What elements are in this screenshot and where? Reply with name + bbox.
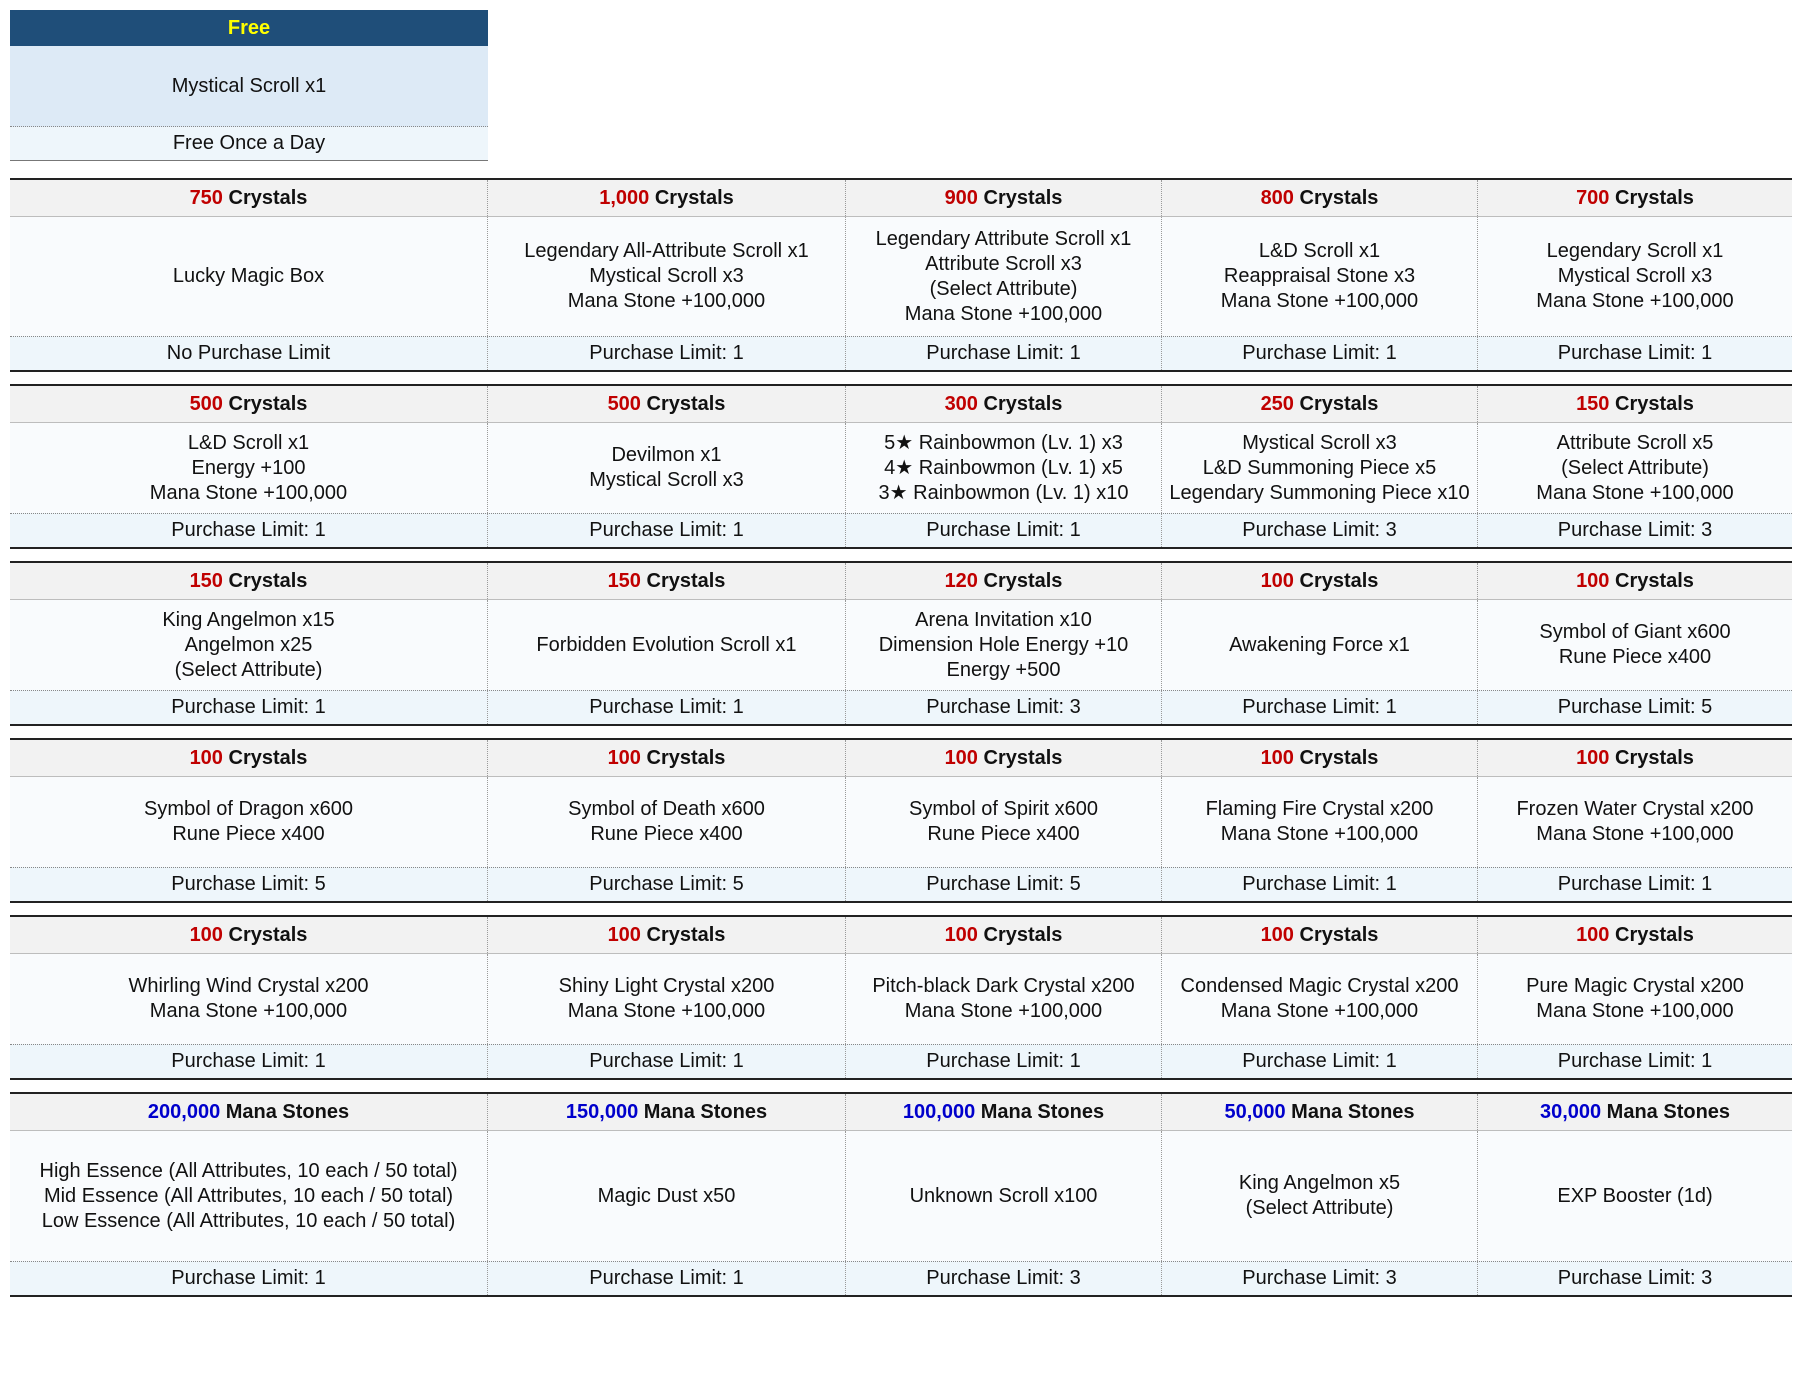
price-unit: Crystals: [222, 746, 308, 769]
reward-line: Mystical Scroll x3: [1242, 431, 1397, 454]
price-unit: Crystals: [977, 569, 1063, 592]
reward-cell: [1477, 217, 1792, 336]
reward-line: Mid Essence (All Attributes, 10 each / 50 total): [43, 1184, 454, 1207]
tier-limit-row: [10, 867, 1792, 901]
price-amount: 100: [1576, 569, 1610, 592]
purchase-limit-cell: Purchase Limit: 5: [845, 868, 1161, 901]
reward-cell: [845, 1131, 1161, 1261]
price-amount: 100: [944, 923, 978, 946]
price-unit: Crystals: [1293, 746, 1379, 769]
price-cell: [845, 563, 1161, 599]
reward-line: (Select Attribute): [1561, 456, 1709, 479]
tier-price-row: [10, 386, 1792, 423]
reward-line: Attribute Scroll x3: [925, 252, 1082, 275]
tier-reward-row: [10, 423, 1792, 513]
tier-reward-row: [10, 954, 1792, 1044]
reward-line: Unknown Scroll x100: [909, 1184, 1098, 1207]
price-unit: Crystals: [1609, 186, 1694, 209]
reward-line: Mana Stone +100,000: [567, 1000, 766, 1022]
purchase-limit-cell: Purchase Limit: 1: [171, 1050, 326, 1072]
price-amount: 100: [1260, 746, 1294, 769]
reward-cell: [1161, 600, 1477, 690]
price-unit: Crystals: [1609, 392, 1694, 415]
price-unit: Crystals: [977, 186, 1063, 209]
reward-line: Devilmon x1: [611, 444, 722, 466]
price-amount: 30,000: [1539, 1100, 1602, 1123]
reward-cell: [10, 600, 487, 690]
price-amount: 150: [1576, 392, 1610, 415]
purchase-limit-cell: Purchase Limit: 1: [487, 1262, 845, 1295]
reward-line: Energy +500: [946, 658, 1061, 681]
reward-cell: [1161, 423, 1477, 513]
purchase-limit-cell: Purchase Limit: 3: [845, 691, 1161, 724]
purchase-limit-cell: Purchase Limit: 1: [1477, 868, 1792, 901]
price-amount: 200,000: [147, 1100, 221, 1123]
reward-line: King Angelmon x15: [162, 608, 335, 631]
price-amount: 100: [189, 746, 223, 769]
reward-cell: [487, 423, 845, 513]
price-amount: 50,000: [1224, 1100, 1286, 1123]
reward-cell: [845, 954, 1161, 1044]
reward-line: 5★ Rainbowmon (Lv. 1) x3: [884, 431, 1123, 454]
price-amount: 120: [944, 569, 978, 592]
tier-limit-row: [10, 513, 1792, 547]
price-amount: 100,000: [902, 1100, 976, 1123]
reward-line: (Select Attribute): [1245, 1197, 1394, 1219]
reward-line: Rune Piece x400: [927, 823, 1080, 845]
price-amount: 150,000: [565, 1100, 639, 1123]
price-cell: [1477, 563, 1792, 599]
reward-cell: [1161, 777, 1477, 867]
price-cell: [487, 740, 845, 776]
price-unit: Crystals: [640, 569, 726, 592]
tier-limit-row: [10, 1044, 1792, 1078]
purchase-limit-cell: Purchase Limit: 3: [1161, 1262, 1477, 1295]
purchase-limit-cell: Purchase Limit: 5: [171, 873, 326, 895]
price-unit: Mana Stones: [1285, 1100, 1415, 1123]
reward-line: Pitch-black Dark Crystal x200: [872, 975, 1135, 997]
price-amount: 100: [607, 746, 641, 769]
price-cell: [1477, 740, 1792, 776]
reward-line: L&D Scroll x1: [187, 431, 310, 454]
reward-line: (Select Attribute): [174, 658, 323, 681]
offer-tier: [10, 738, 1792, 903]
price-amount: 900: [944, 186, 978, 209]
reward-line: Frozen Water Crystal x200: [1516, 798, 1754, 820]
tier-limit-row: [10, 336, 1792, 370]
reward-line: Lucky Magic Box: [172, 265, 325, 287]
reward-line: Mana Stone +100,000: [1220, 823, 1419, 845]
purchase-limit-cell: Purchase Limit: 1: [845, 514, 1161, 547]
reward-line: Arena Invitation x10: [915, 608, 1092, 631]
price-cell: [487, 180, 845, 216]
purchase-limit-cell: Purchase Limit: 1: [845, 337, 1161, 370]
price-unit: Crystals: [222, 569, 308, 592]
price-amount: 100: [944, 746, 978, 769]
reward-line: Symbol of Spirit x600: [909, 798, 1098, 820]
tier-reward-row: [10, 217, 1792, 336]
reward-line: Low Essence (All Attributes, 10 each / 50 total): [41, 1209, 456, 1232]
reward-line: Mana Stone +100,000: [1536, 823, 1734, 845]
price-cell: [1161, 563, 1477, 599]
reward-line: Mana Stone +100,000: [1220, 290, 1419, 312]
offer-tier: [10, 384, 1792, 549]
price-unit: Crystals: [1293, 392, 1379, 415]
tier-limit-row: [10, 690, 1792, 724]
price-unit: Crystals: [222, 392, 308, 415]
price-cell: [1161, 180, 1477, 216]
purchase-limit-cell: Purchase Limit: 1: [1477, 337, 1792, 370]
reward-line: Legendary Summoning Piece x10: [1169, 481, 1470, 504]
price-unit: Crystals: [1609, 746, 1694, 769]
price-amount: 100: [1260, 569, 1294, 592]
reward-cell: [845, 777, 1161, 867]
tier-reward-row: [10, 777, 1792, 867]
purchase-limit-cell: No Purchase Limit: [166, 342, 331, 364]
price-cell: [487, 1094, 845, 1130]
reward-line: 3★ Rainbowmon (Lv. 1) x10: [878, 481, 1129, 504]
reward-line: Whirling Wind Crystal x200: [128, 975, 369, 997]
reward-line: Mystical Scroll x3: [589, 265, 744, 287]
offer-tier: [10, 1092, 1792, 1297]
price-amount: 100: [1260, 923, 1294, 946]
price-unit: Crystals: [222, 186, 308, 209]
price-amount: 800: [1260, 186, 1294, 209]
price-amount: 300: [944, 392, 978, 415]
price-cell: [487, 386, 845, 422]
reward-line: High Essence (All Attributes, 10 each / 50 total): [39, 1159, 458, 1182]
tier-price-row: [10, 1094, 1792, 1131]
reward-cell: [10, 423, 487, 513]
reward-line: Reappraisal Stone x3: [1223, 265, 1416, 287]
tier-price-row: [10, 740, 1792, 777]
reward-cell: [487, 217, 845, 336]
price-unit: Crystals: [1609, 923, 1694, 946]
reward-line: Attribute Scroll x5: [1556, 431, 1714, 454]
reward-cell: [10, 217, 487, 336]
purchase-limit-cell: Purchase Limit: 1: [1161, 868, 1477, 901]
price-amount: 500: [189, 392, 223, 415]
reward-line: Mana Stone +100,000: [904, 1000, 1103, 1022]
reward-line: Magic Dust x50: [597, 1184, 736, 1207]
tier-price-row: [10, 180, 1792, 217]
price-unit: Crystals: [1293, 923, 1379, 946]
reward-line: Mana Stone +100,000: [1220, 1000, 1419, 1022]
price-unit: Crystals: [640, 746, 726, 769]
reward-cell: [487, 600, 845, 690]
reward-line: Flaming Fire Crystal x200: [1205, 798, 1434, 820]
purchase-limit-cell: Purchase Limit: 3: [1477, 514, 1792, 547]
purchase-limit-cell: Purchase Limit: 1: [487, 1045, 845, 1078]
reward-line: Mana Stone +100,000: [567, 290, 766, 312]
reward-cell: [1161, 1131, 1477, 1261]
price-cell: [845, 917, 1161, 953]
price-cell: [1477, 917, 1792, 953]
reward-line: Mystical Scroll x3: [589, 469, 744, 491]
price-amount: 100: [1576, 746, 1610, 769]
purchase-limit-cell: Purchase Limit: 1: [487, 514, 845, 547]
purchase-limit-cell: Purchase Limit: 3: [1477, 1262, 1792, 1295]
reward-cell: [487, 954, 845, 1044]
tier-reward-row: [10, 1131, 1792, 1261]
reward-line: Symbol of Giant x600: [1539, 621, 1731, 643]
reward-cell: [1161, 217, 1477, 336]
reward-line: Rune Piece x400: [590, 823, 743, 845]
price-unit: Mana Stones: [220, 1100, 350, 1123]
reward-line: Mana Stone +100,000: [1536, 290, 1734, 312]
reward-line: Symbol of Dragon x600: [143, 798, 353, 820]
reward-line: Pure Magic Crystal x200: [1526, 975, 1744, 997]
price-unit: Crystals: [977, 392, 1063, 415]
price-amount: 700: [1576, 186, 1610, 209]
free-offer-header: Free: [10, 10, 488, 46]
price-unit: Crystals: [1609, 569, 1694, 592]
purchase-limit-cell: Purchase Limit: 3: [1161, 514, 1477, 547]
price-unit: Mana Stones: [1601, 1100, 1731, 1123]
purchase-limit-cell: Purchase Limit: 1: [487, 691, 845, 724]
free-offer-limit: Free Once a Day: [10, 127, 488, 160]
price-unit: Crystals: [977, 923, 1063, 946]
reward-line: Condensed Magic Crystal x200: [1180, 975, 1459, 997]
price-cell: [845, 1094, 1161, 1130]
price-unit: Mana Stones: [975, 1100, 1105, 1123]
reward-cell: [487, 777, 845, 867]
reward-cell: [10, 1131, 487, 1261]
reward-cell: [845, 600, 1161, 690]
reward-cell: [10, 777, 487, 867]
purchase-limit-cell: Purchase Limit: 5: [487, 868, 845, 901]
price-cell: [10, 740, 487, 776]
price-cell: [1161, 740, 1477, 776]
reward-line: L&D Summoning Piece x5: [1202, 456, 1437, 479]
price-unit: Crystals: [640, 923, 726, 946]
purchase-limit-cell: Purchase Limit: 1: [487, 337, 845, 370]
price-amount: 250: [1260, 392, 1294, 415]
purchase-limit-cell: Purchase Limit: 1: [1161, 337, 1477, 370]
purchase-limit-cell: Purchase Limit: 1: [1161, 691, 1477, 724]
reward-cell: [487, 1131, 845, 1261]
price-cell: [1161, 917, 1477, 953]
price-amount: 100: [607, 923, 641, 946]
reward-line: Angelmon x25: [184, 633, 313, 656]
price-unit: Crystals: [1293, 186, 1379, 209]
price-cell: [10, 917, 487, 953]
price-unit: Crystals: [222, 923, 308, 946]
price-amount: 500: [607, 392, 641, 415]
purchase-limit-cell: Purchase Limit: 1: [1477, 1045, 1792, 1078]
purchase-limit-cell: Purchase Limit: 5: [1477, 691, 1792, 724]
reward-line: Legendary All-Attribute Scroll x1: [524, 240, 809, 262]
reward-line: Legendary Scroll x1: [1546, 240, 1724, 262]
reward-cell: [1477, 1131, 1792, 1261]
price-cell: [845, 180, 1161, 216]
price-unit: Crystals: [1293, 569, 1379, 592]
reward-line: Dimension Hole Energy +10: [878, 633, 1129, 656]
reward-cell: [1161, 954, 1477, 1044]
reward-cell: [845, 423, 1161, 513]
price-unit: Crystals: [649, 186, 734, 209]
reward-line: Mana Stone +100,000: [904, 302, 1103, 325]
purchase-limit-cell: Purchase Limit: 1: [845, 1045, 1161, 1078]
reward-line: 4★ Rainbowmon (Lv. 1) x5: [884, 456, 1123, 479]
price-amount: 1,000: [599, 186, 650, 209]
reward-line: King Angelmon x5: [1238, 1172, 1401, 1194]
offer-tier: [10, 915, 1792, 1080]
price-cell: [487, 563, 845, 599]
purchase-limit-cell: Purchase Limit: 1: [1161, 1045, 1477, 1078]
reward-line: Rune Piece x400: [172, 823, 325, 845]
price-cell: [1161, 386, 1477, 422]
price-amount: 100: [189, 923, 223, 946]
reward-line: Mystical Scroll x3: [1557, 265, 1713, 287]
price-cell: [1477, 386, 1792, 422]
reward-line: L&D Scroll x1: [1258, 240, 1381, 262]
price-cell: [1477, 180, 1792, 216]
price-amount: 150: [189, 569, 223, 592]
price-cell: [487, 917, 845, 953]
tier-price-row: [10, 917, 1792, 954]
reward-line: Forbidden Evolution Scroll x1: [536, 633, 797, 656]
purchase-limit-cell: Purchase Limit: 1: [171, 519, 326, 541]
reward-line: EXP Booster (1d): [1557, 1184, 1713, 1207]
purchase-limit-cell: Purchase Limit: 3: [845, 1262, 1161, 1295]
reward-line: Mana Stone +100,000: [149, 1000, 348, 1022]
reward-cell: [1477, 423, 1792, 513]
reward-line: Awakening Force x1: [1229, 633, 1410, 656]
offer-tier: [10, 178, 1792, 372]
price-unit: Mana Stones: [638, 1100, 768, 1123]
reward-line: Symbol of Death x600: [568, 798, 765, 820]
price-cell: [845, 740, 1161, 776]
price-cell: [1161, 1094, 1477, 1130]
reward-line: Energy +100: [191, 456, 306, 479]
price-amount: 750: [189, 186, 223, 209]
reward-cell: [845, 217, 1161, 336]
reward-cell: [1477, 600, 1792, 690]
price-cell: [10, 180, 487, 216]
tier-price-row: [10, 563, 1792, 600]
reward-line: (Select Attribute): [929, 277, 1078, 300]
price-cell: [10, 563, 487, 599]
reward-line: Mana Stone +100,000: [1536, 1000, 1734, 1022]
price-unit: Crystals: [977, 746, 1063, 769]
price-amount: 100: [1576, 923, 1610, 946]
reward-cell: [1477, 954, 1792, 1044]
offer-grid: [10, 178, 1792, 1309]
purchase-limit-cell: Purchase Limit: 1: [171, 1267, 326, 1289]
purchase-limit-cell: Purchase Limit: 1: [171, 696, 326, 718]
price-unit: Crystals: [640, 392, 726, 415]
free-offer-box: [10, 10, 488, 161]
tier-limit-row: [10, 1261, 1792, 1295]
reward-line: Mana Stone +100,000: [149, 481, 348, 504]
reward-cell: [10, 954, 487, 1044]
reward-cell: [1477, 777, 1792, 867]
price-cell: [10, 1094, 487, 1130]
price-cell: [845, 386, 1161, 422]
reward-line: Legendary Attribute Scroll x1: [875, 227, 1132, 250]
tier-reward-row: [10, 600, 1792, 690]
reward-line: Rune Piece x400: [1558, 646, 1712, 668]
price-cell: [10, 386, 487, 422]
reward-line: Shiny Light Crystal x200: [558, 975, 775, 997]
offer-tier: [10, 561, 1792, 726]
price-cell: [1477, 1094, 1792, 1130]
reward-line: Mana Stone +100,000: [1536, 481, 1734, 504]
price-amount: 150: [607, 569, 641, 592]
free-offer-reward: Mystical Scroll x1: [10, 46, 488, 127]
